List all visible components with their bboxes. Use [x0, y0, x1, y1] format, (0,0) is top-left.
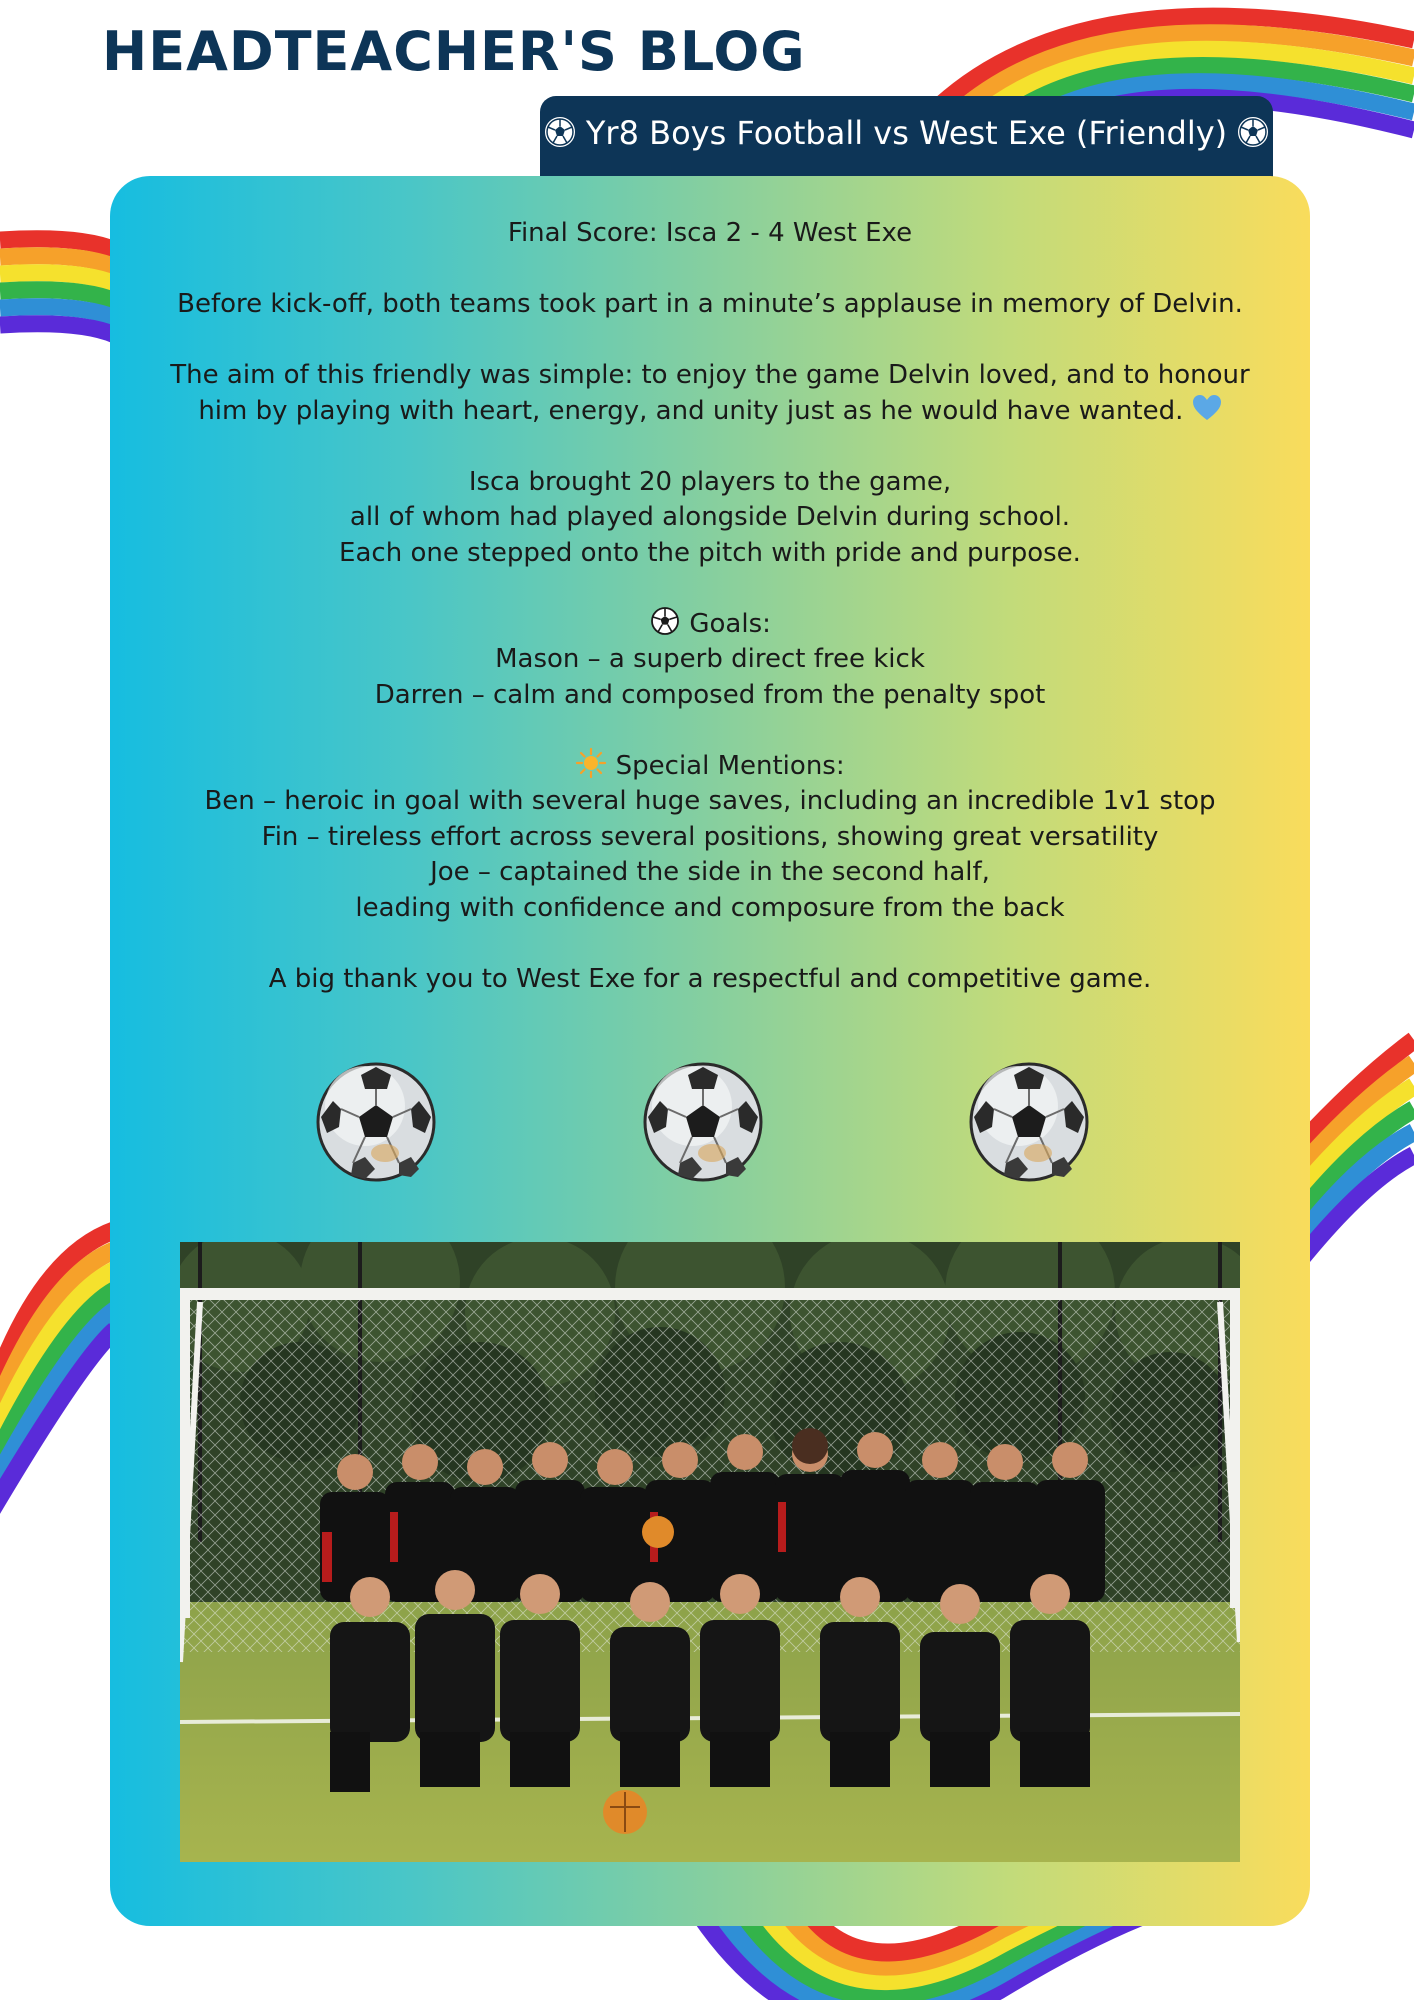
- squad-text-line-1: Isca brought 20 players to the game,: [468, 466, 952, 497]
- aim-text: him by playing with heart, energy, and unity just as he would have wanted.: [198, 395, 1184, 426]
- mentions-heading-label: Special Mentions:: [615, 750, 845, 781]
- final-score: Final Score: Isca 2 - 4 West Exe: [507, 218, 913, 248]
- aim-text-line-2: [110, 394, 1310, 430]
- squad-text-line-2: all of whom had played alongside Delvin during school.: [349, 502, 1071, 532]
- mention-item: Fin – tireless effort across several positions, showing great versatility: [261, 821, 1159, 852]
- soccer-ball-icon: [642, 1061, 764, 1183]
- soccer-ball-icon: [649, 605, 681, 637]
- ball-decorations: [110, 1061, 1310, 1191]
- blog-title: HEADTEACHER'S BLOG: [102, 20, 806, 83]
- mention-item: Joe – captained the side in the second half,: [430, 857, 990, 887]
- tribute-text: Before kick-off, both teams took part in a minute’s applause in memory of Delvin.: [177, 289, 1243, 319]
- post-body: [110, 216, 1310, 997]
- mention-item: Ben – heroic in goal with several huge saves, including an incredible 1v1 stop: [204, 786, 1216, 816]
- post-title-tab: [540, 96, 1273, 178]
- goal-item: Mason – a superb direct free kick: [495, 644, 925, 674]
- mentions-heading: [110, 749, 1310, 785]
- soccer-ball-icon: [315, 1061, 437, 1183]
- aim-text-line: The aim of this friendly was simple: to enjoy the game Delvin loved, and to honour: [170, 360, 1250, 390]
- team-photo: [180, 1242, 1240, 1862]
- squad-text-line-3: Each one stepped onto the pitch with pride and purpose.: [339, 537, 1081, 568]
- goals-heading-label: Goals:: [689, 608, 771, 639]
- thanks-text: A big thank you to West Exe for a respectful and competitive game.: [268, 963, 1152, 994]
- goal-item: Darren – calm and composed from the penalty spot: [374, 679, 1046, 710]
- mention-item: leading with confidence and composure from the back: [355, 892, 1065, 923]
- sun-icon: [575, 747, 607, 779]
- soccer-ball-icon: [544, 116, 576, 148]
- post-card: [110, 176, 1310, 1926]
- goals-heading: [110, 607, 1310, 643]
- post-title: Yr8 Boys Football vs West Exe (Friendly): [585, 114, 1228, 152]
- soccer-ball-icon: [1237, 116, 1269, 148]
- blue-heart-icon: [1192, 394, 1222, 422]
- soccer-ball-icon: [968, 1061, 1090, 1183]
